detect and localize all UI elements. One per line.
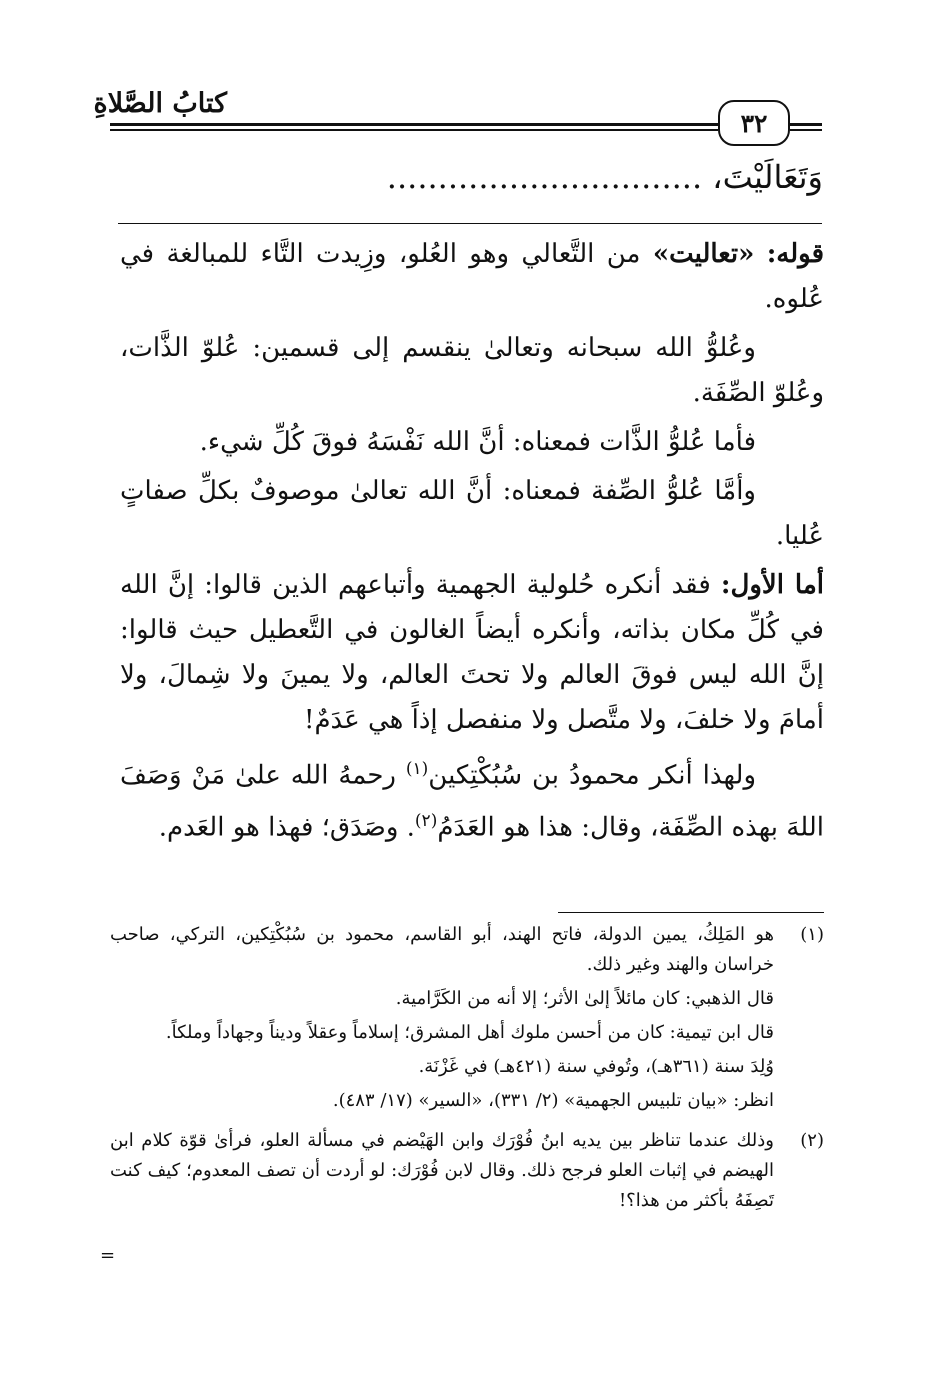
paragraph: وعُلوُّ الله سبحانه وتعالىٰ ينقسم إلى قسمين: عُلوّ الذَّات، وعُلوّ الصِّفَة. bbox=[120, 333, 824, 408]
paragraph bbox=[120, 232, 824, 322]
footnote-separator bbox=[558, 912, 824, 913]
footnote-body bbox=[110, 920, 774, 1120]
paragraph-label: أما الأول: bbox=[720, 570, 824, 600]
footnotes bbox=[110, 920, 824, 1226]
header-rule bbox=[110, 129, 718, 131]
paragraph: وأمَّا عُلوُّ الصِّفة فمعناه: أنَّ الله تعالىٰ موصوفٌ بكلِّ صفاتٍ عُليا. bbox=[120, 476, 824, 551]
footnote-line: قال ابن تيمية: كان من أحسن ملوك أهل المشرق؛ إسلاماً وعقلاً وديناً وجهاداً وملكاً. bbox=[165, 1022, 774, 1043]
footnote-line: قال الذهبي: كان مائلاً إلىٰ الأثر؛ إلا أنه من الكَرَّامية. bbox=[395, 988, 774, 1009]
continuation-mark: = bbox=[100, 1245, 116, 1266]
footnote-line: وذلك عندما تناظر بين يديه ابنُ فُوْرَك وابن الهَيْضم في مسألة العلو، فرأىٰ قوّة كلام ابن الهيضم في إثبات العلو فرجح ذلك. وقال لابن فُوْرَك: لو أردت أن تصف المعدوم؛ كيف كنت تَصِفَهُ بأكثر من هذا؟! bbox=[110, 1130, 774, 1211]
paragraph-text: فقد أنكره حُلولية الجهمية وأتباعهم الذين قالوا: إنَّ الله في كُلِّ مكان بذاته، وأنكره أيضاً الغالون في التَّعطيل حيث قالوا: إنَّ الله ليس فوقَ العالم ولا تحتَ العالم، ولا يمينَ ولا شِمالَ، ولا أمامَ ولا خلفَ، ولا متَّصل ولا منفصل إذاً هي عَدَمٌ! bbox=[120, 570, 824, 735]
paragraph-text: من التَّعالي وهو العُلو، وزِيدت التَّاء للمبالغة في عُلوه. bbox=[120, 239, 824, 314]
quoted-term: «تعاليت» bbox=[652, 239, 755, 269]
footnote-body bbox=[110, 1126, 774, 1220]
footnote-line: انظر: «بيان تلبيس الجهمية» (٢/ ٣٣١)، «السير» (١٧/ ٤٨٣). bbox=[332, 1090, 774, 1111]
commentary-body bbox=[120, 232, 824, 854]
page-number: ٣٢ bbox=[718, 100, 790, 146]
footnote-ref[interactable]: (١) bbox=[405, 759, 429, 779]
paragraph: فأما عُلوُّ الذَّات فمعناه: أنَّ الله نَفْسَهُ فوقَ كُلِّ شيء. bbox=[199, 427, 756, 457]
paragraph bbox=[120, 747, 824, 850]
footnote bbox=[110, 1126, 824, 1220]
header-rule bbox=[790, 123, 822, 126]
footnote-ref[interactable]: (٢) bbox=[414, 810, 438, 831]
paragraph bbox=[120, 563, 824, 743]
paragraph-text: ولهذا أنكر محمودُ بن سُبُكْتِكين bbox=[428, 760, 756, 791]
matn-text: وَتَعَالَيْتَ، ............................... bbox=[386, 158, 823, 196]
footnote-number: (٢) bbox=[800, 1130, 824, 1151]
paragraph-text: رحمهُ الله علىٰ مَنْ وَصَفَ اللهَ بهذه الصِّفَة، وقال: هذا هو العَدَمُ bbox=[120, 760, 824, 843]
header-rule bbox=[110, 123, 718, 126]
header-rule bbox=[790, 129, 822, 131]
footnote-number: (١) bbox=[800, 924, 824, 945]
book-title: كتابُ الصَّلاةِ bbox=[93, 88, 227, 119]
paragraph-label: قوله: bbox=[766, 239, 825, 269]
footnote bbox=[110, 920, 824, 1120]
matn-divider bbox=[118, 223, 822, 224]
paragraph-text: . وصَدَق؛ فهذا هو العَدم. bbox=[158, 812, 415, 843]
footnote-line: هو المَلِكُ، يمين الدولة، فاتح الهند، أبو القاسم، محمود بن سُبُكْتِكين، التركي، صاحب خراسان والهند وغير ذلك. bbox=[110, 924, 774, 975]
footnote-line: وُلِدَ سنة (٣٦١هـ)، وتُوفي سنة (٤٢١هـ) في غَزْنَة. bbox=[418, 1056, 774, 1077]
